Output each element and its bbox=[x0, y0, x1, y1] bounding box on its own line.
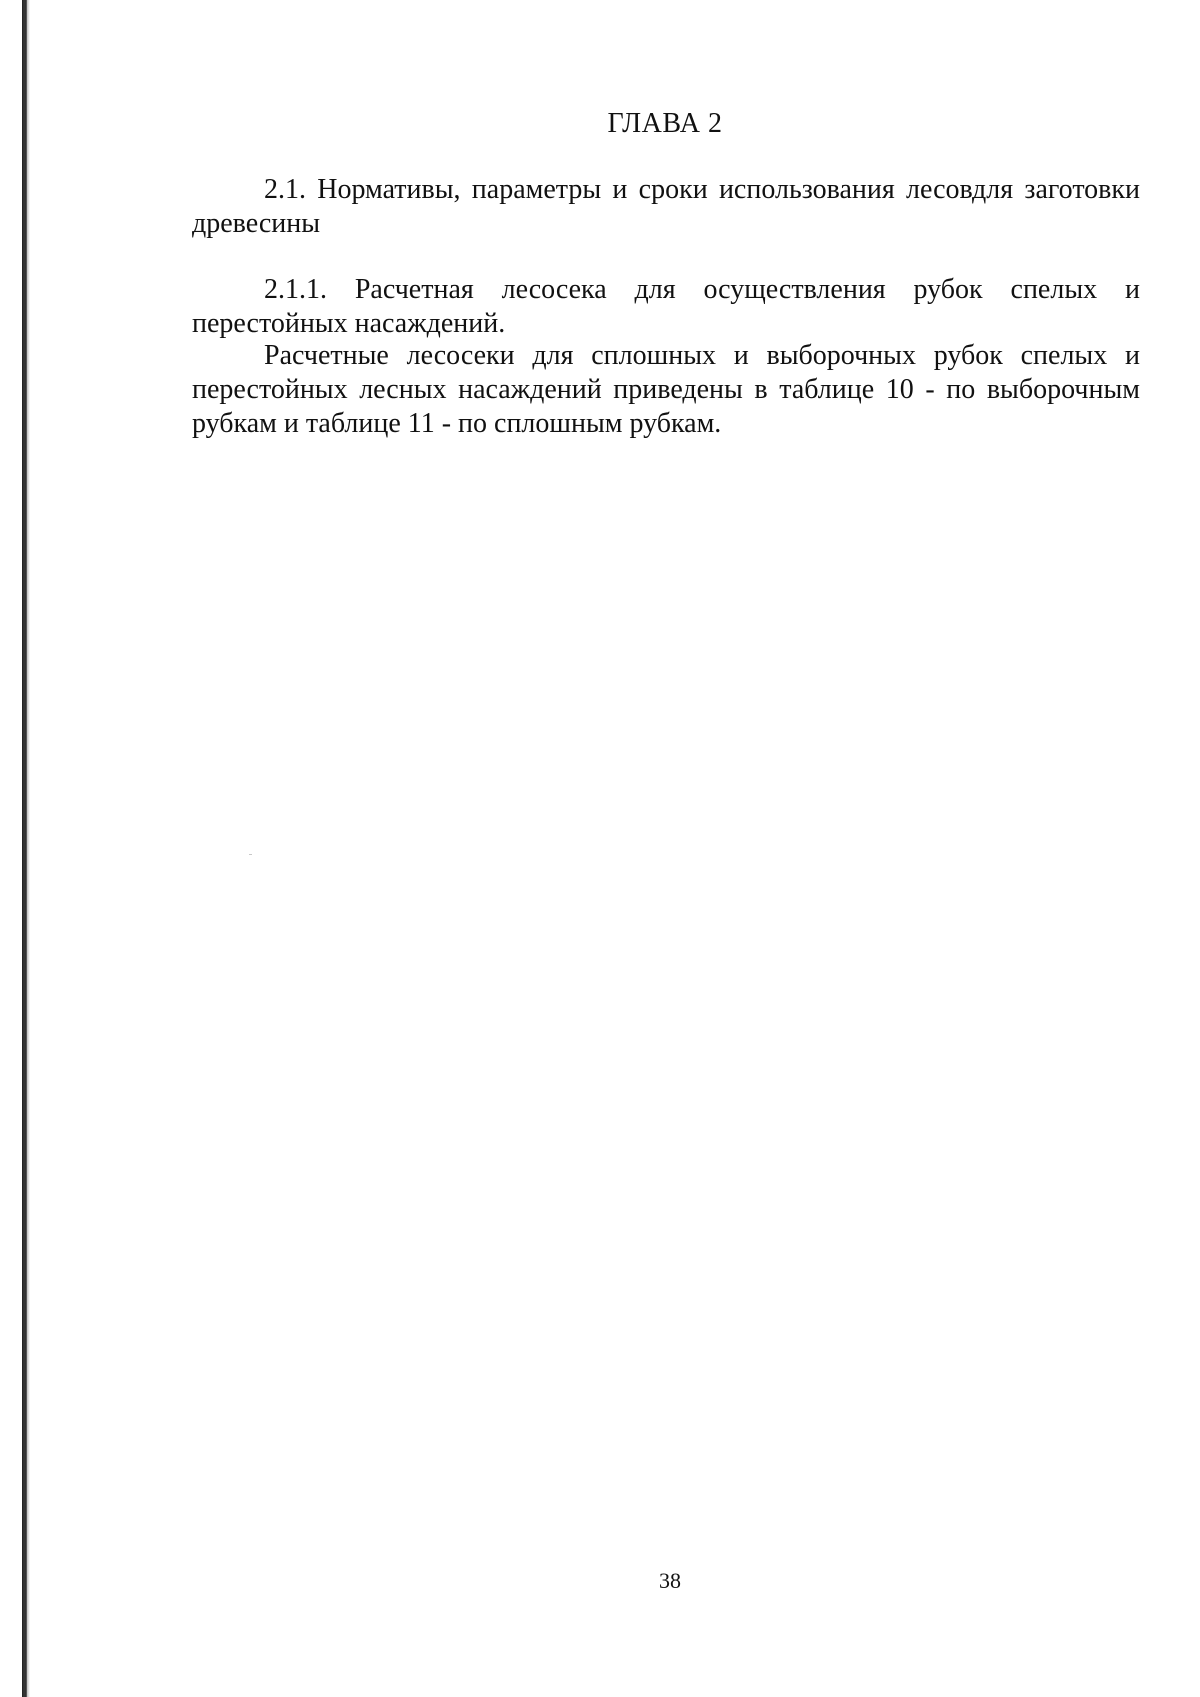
body-paragraph: Расчетные лесосеки для сплошных и выборочных рубок спелых и перестойных лесных насаждений приведены в таблице 10 - по выборочным рубкам и таблице 11 - по сплошным рубкам. bbox=[192, 340, 1140, 439]
chapter-title: ГЛАВА 2 bbox=[607, 108, 723, 139]
section-heading-block bbox=[192, 173, 1140, 241]
section-heading: 2.1. Нормативы, параметры и сроки использования лесовдля заготовки древесины bbox=[192, 174, 1140, 239]
scan-speck bbox=[249, 854, 252, 855]
page-number: 38 bbox=[659, 1568, 681, 1593]
subsection-heading-block bbox=[192, 273, 1140, 341]
subsection-heading: 2.1.1. Расчетная лесосека для осуществления рубок спелых и перестойных насаждений. bbox=[192, 274, 1140, 339]
body-paragraph-block bbox=[192, 339, 1140, 441]
scan-edge-shadow bbox=[27, 0, 30, 1697]
